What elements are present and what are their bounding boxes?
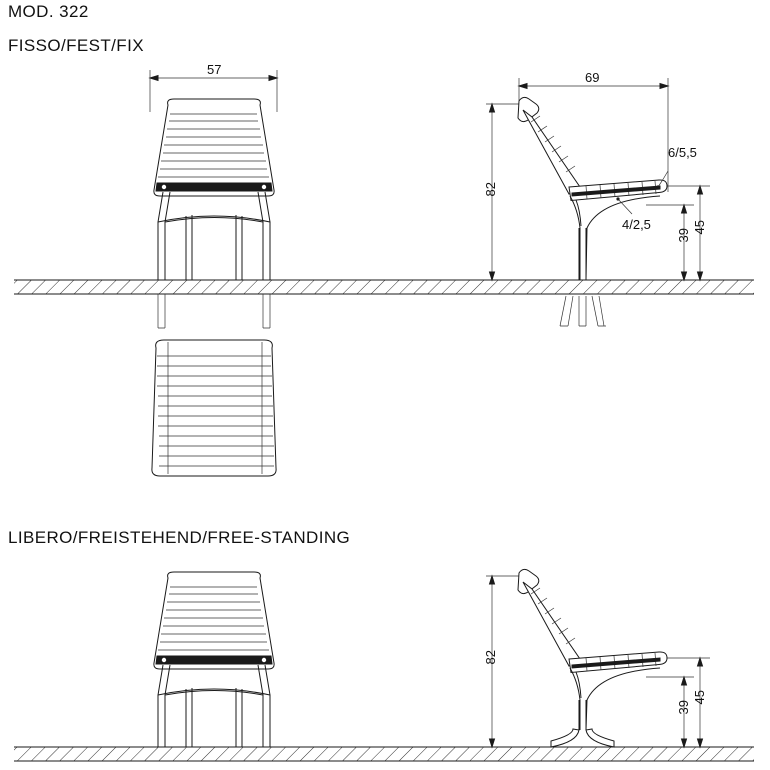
dim-slat-large-fixed: 6/5,5 [668, 145, 697, 160]
section-title-free-standing: LIBERO/FREISTEHEND/FREE-STANDING [8, 528, 351, 547]
dim-seat-height-fixed: 39 [676, 228, 691, 243]
front-elevation-fixed-group [14, 70, 754, 328]
dim-side-depth-fixed: 69 [585, 70, 600, 85]
dim-slat-small-fixed: 4/2,5 [622, 217, 651, 232]
side-elevation-free-group [486, 569, 710, 747]
dim-seat-height-free: 39 [676, 700, 691, 715]
dim-height-fixed: 82 [483, 182, 498, 197]
page-title: MOD. 322 [8, 2, 89, 21]
section-title-fixed: FISSO/FEST/FIX [8, 36, 144, 55]
front-elevation-free-group [150, 572, 278, 747]
dim-seat-back-fixed: 45 [692, 220, 707, 235]
dim-height-free: 82 [483, 650, 498, 665]
top-view-fixed-group [152, 340, 276, 476]
dim-front-width-fixed: 57 [207, 62, 222, 77]
dim-seat-back-free: 45 [692, 690, 707, 705]
